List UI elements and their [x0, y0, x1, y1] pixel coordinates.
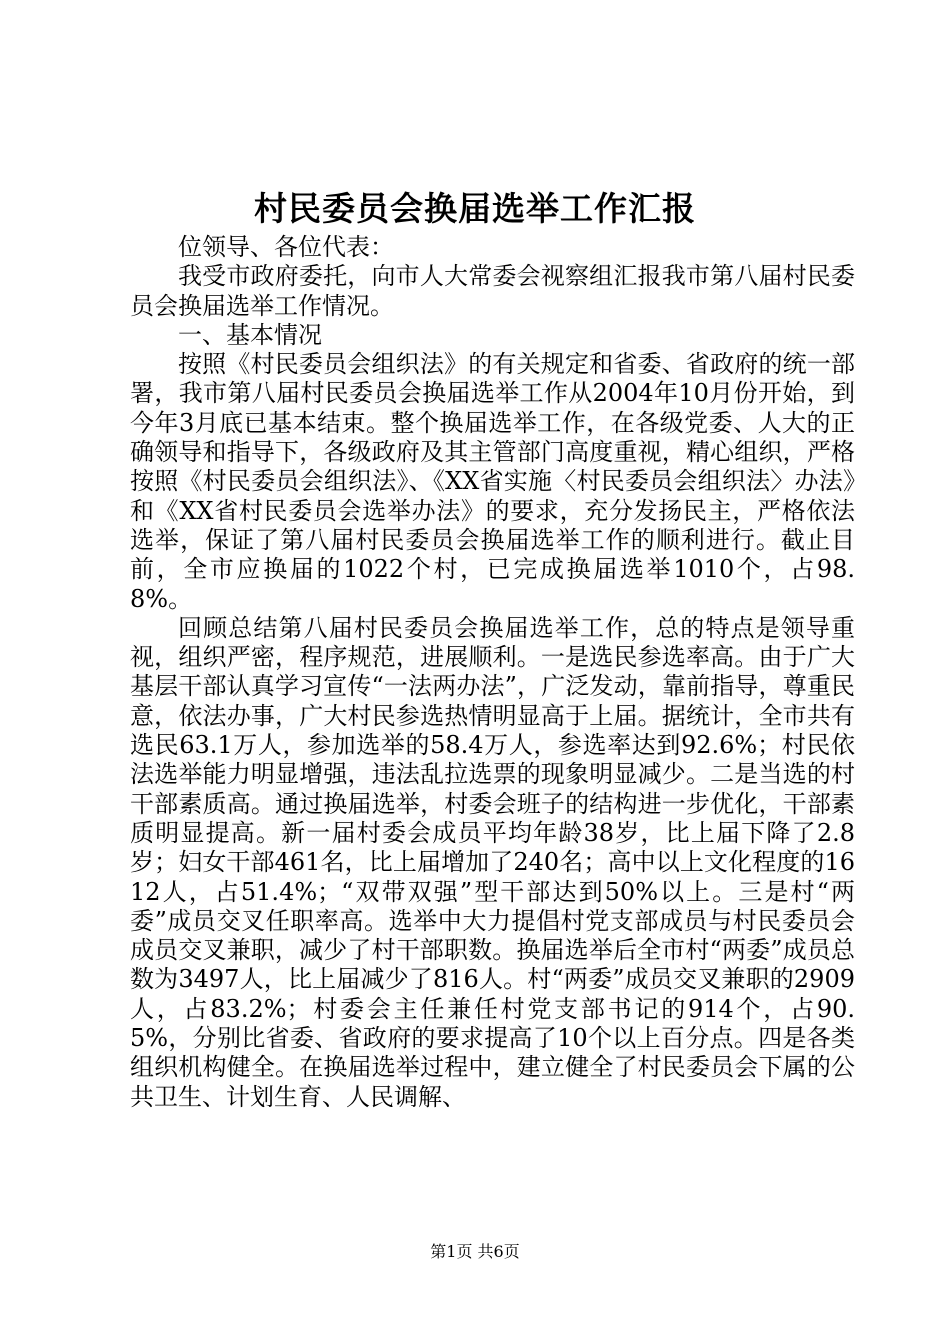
section-heading: 一、基本情况	[178, 320, 322, 349]
page-number-footer: 第1页 共6页	[430, 1242, 520, 1261]
document-body	[130, 233, 855, 1112]
review-paragraph: 回顾总结第八届村民委员会换届选举工作，总的特点是领导重视，组织严密，程序规范，进展顺利。一是选民参选率高。由于广大基层干部认真学习宣传“一法两办法”，广泛发动，靠前指导，尊重民意，依法办事，广大村民参选热情明显高于上届。据统计，全市共有选民63.1万人，参加选举的58.4万人，参选率达到92.6%；村民依法选举能力明显增强，违法乱拉选票的现象明显减少。二是当选的村干部素质高。通过换届选举，村委会班子的结构进一步优化，干部素质明显提高。新一届村委会成员平均年龄38岁，比上届下降了2.8岁；妇女干部461名，比上届增加了240名；高中以上文化程度的1612人，占51.4%；“双带双强”型干部达到50%以上。三是村“两委”成员交叉任职率高。选举中大力提倡村党支部成员与村民委员会成员交叉兼职，减少了村干部职数。换届选举后全市村“两委”成员总数为3497人，比上届减少了816人。村“两委”成员交叉兼职的2909人，占83.2%；村委会主任兼任村党支部书记的914个，占90.5%，分别比省委、省政府的要求提高了10个以上百分点。四是各类组织机构健全。在换届选举过程中，建立健全了村民委员会下属的公共卫生、计划生育、人民调解、	[130, 613, 855, 1111]
basic-situation-paragraph: 按照《村民委员会组织法》的有关规定和省委、省政府的统一部署，我市第八届村民委员会换届选举工作从2004年10月份开始，到今年3月底已基本结束。整个换届选举工作，在各级党委、人大的正确领导和指导下，各级政府及其主管部门高度重视，精心组织，严格按照《村民委员会组织法》、《XX省实施〈村民委员会组织法〉办法》和《XX省村民委员会选举办法》的要求，充分发扬民主，严格依法选举，保证了第八届村民委员会换届选举工作的顺利进行。截止目前，全市应换届的1022个村，已完成换届选举1010个，占98.8%。	[130, 350, 855, 613]
greeting-paragraph: 位领导、各位代表：	[178, 233, 394, 261]
intro-paragraph: 我受市政府委托，向市人大常委会视察组汇报我市第八届村民委员会换届选举工作情况。	[130, 262, 855, 320]
document-title: 村民委员会换届选举工作汇报	[254, 189, 696, 228]
